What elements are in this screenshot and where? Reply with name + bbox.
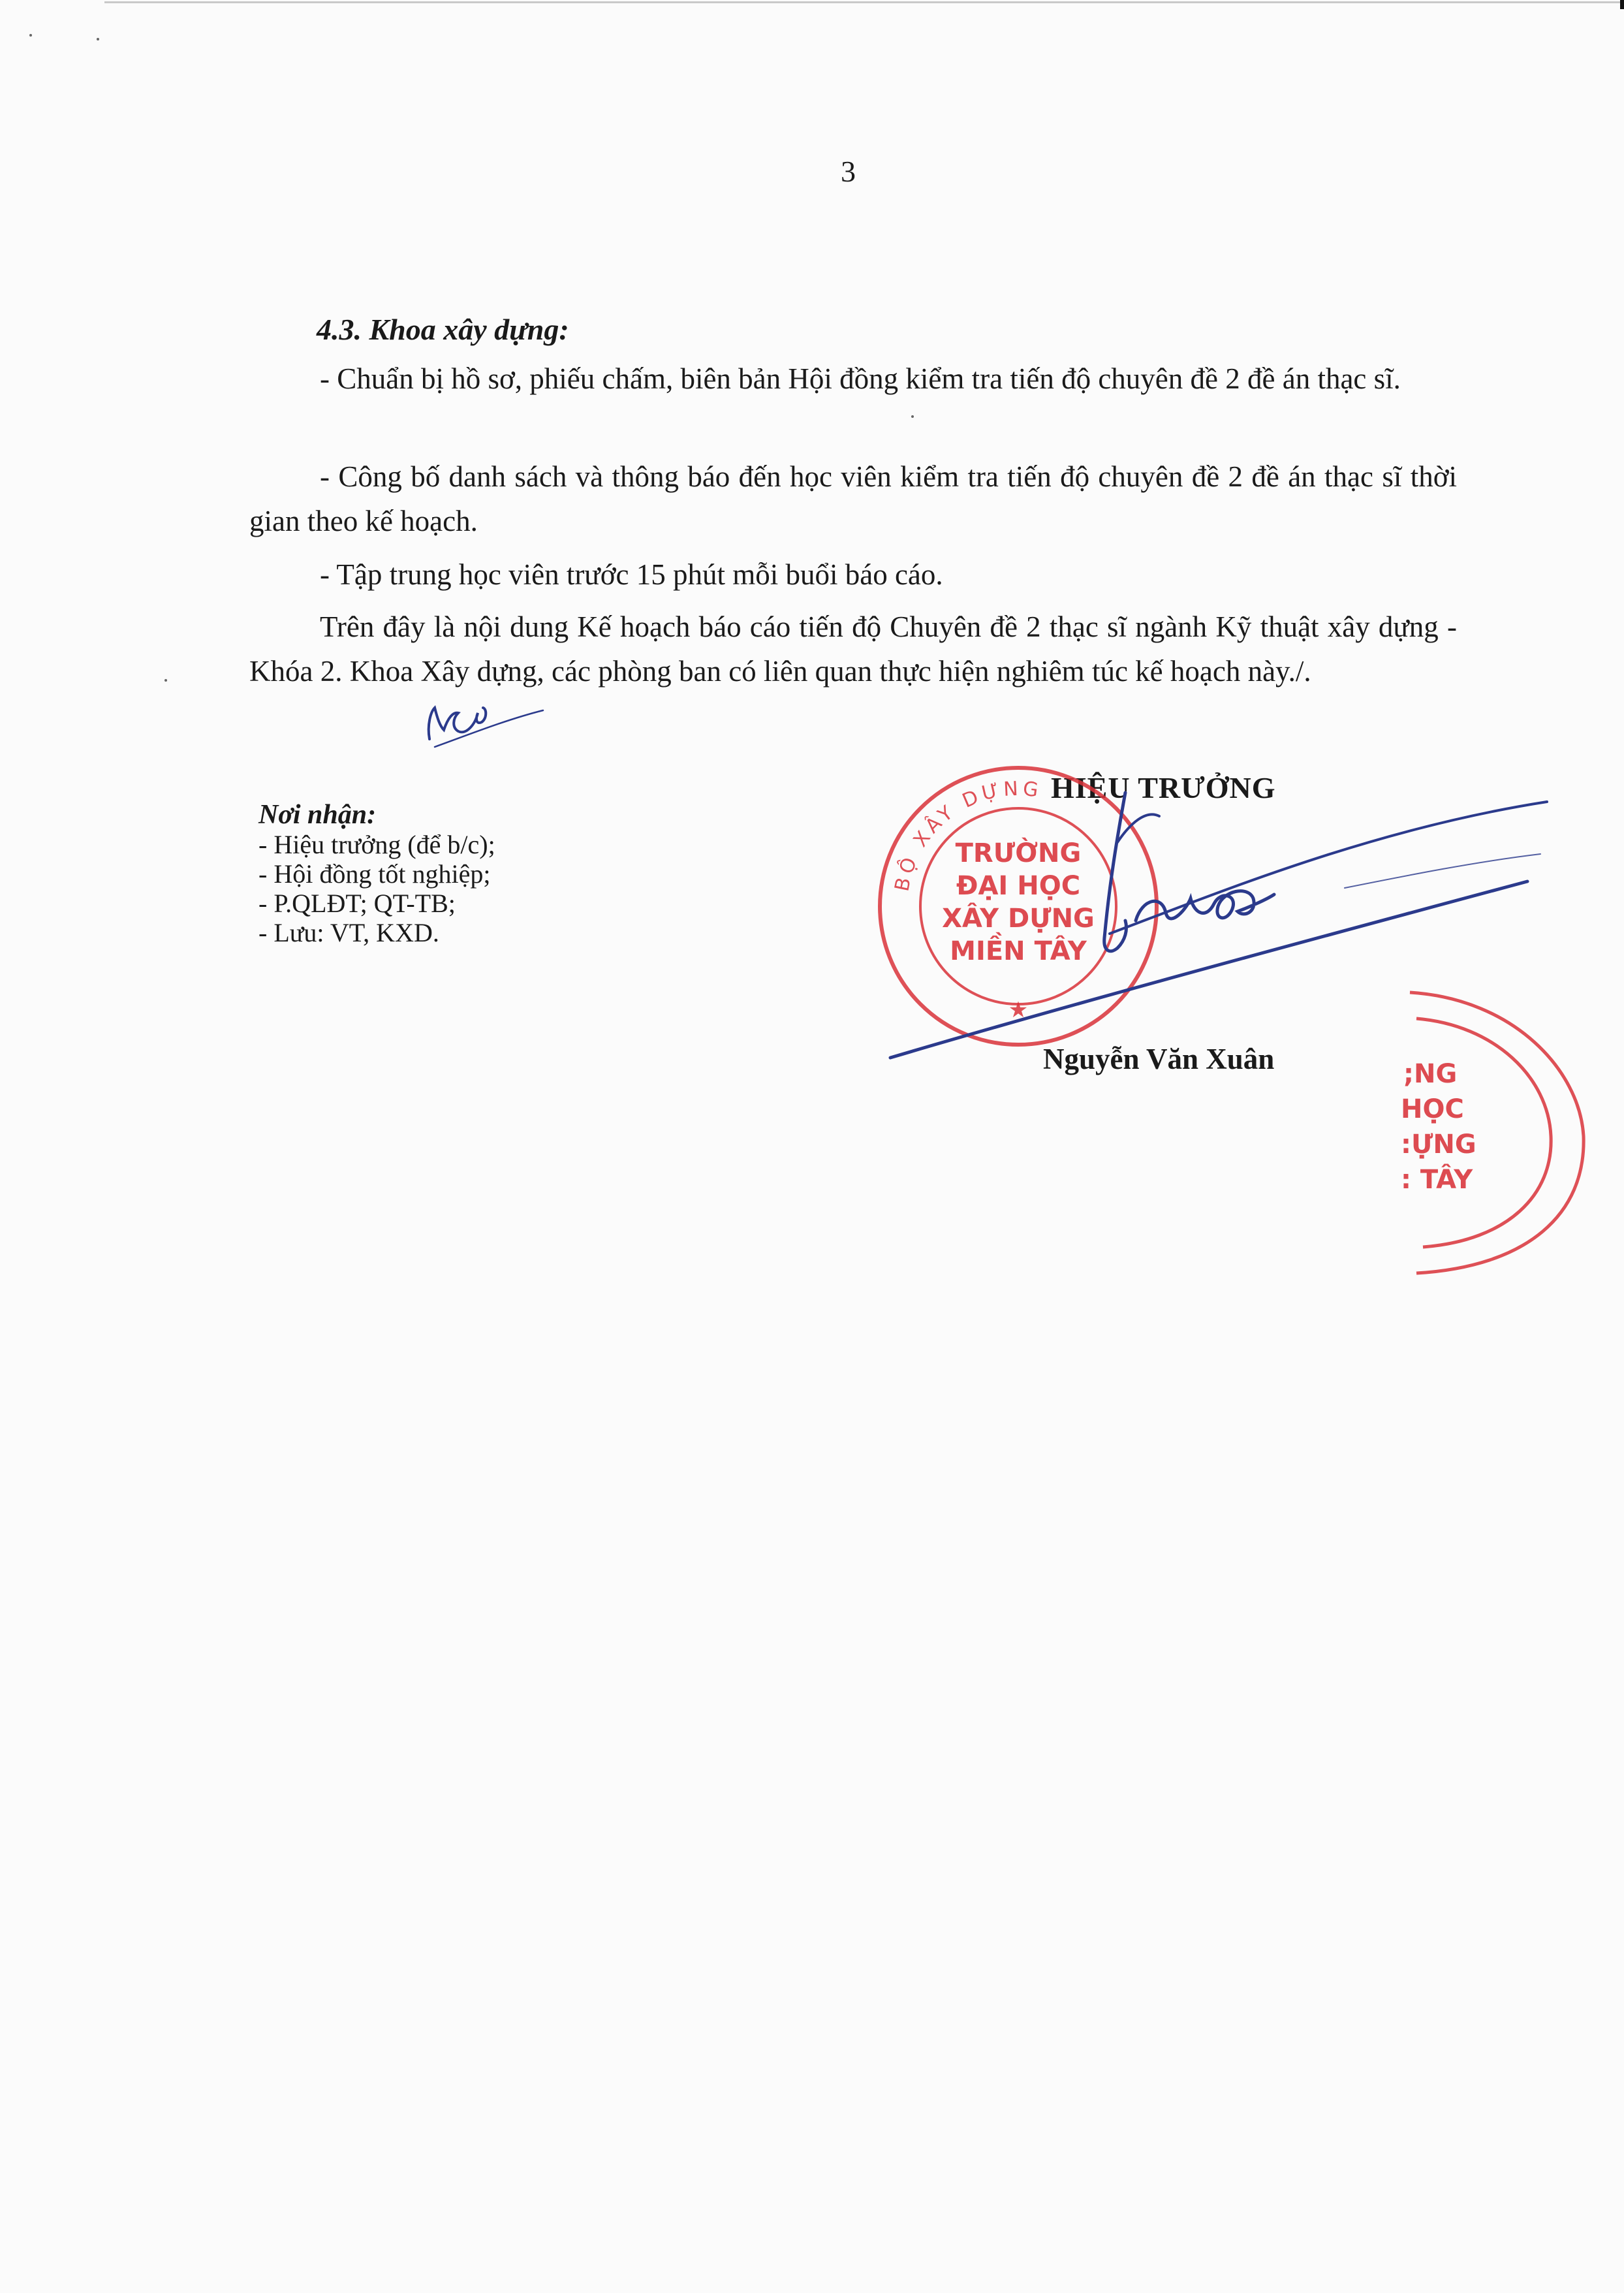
scan-speck xyxy=(97,38,99,40)
paragraph-closing: Trên đây là nội dung Kế hoạch báo cáo tiến độ Chuyên đề 2 thạc sĩ ngành Kỹ thuật xây dựng - Khóa 2. Khoa Xây dựng, các phòng ban có liên quan thực hiện nghiêm túc kế hoạch này./. xyxy=(249,610,1457,688)
scan-speck xyxy=(164,679,167,682)
svg-text:XÂY DỰNG: XÂY DỰNG xyxy=(942,904,1095,934)
svg-text:ĐẠI HỌC: ĐẠI HỌC xyxy=(956,871,1081,901)
recipients-title: Nơi nhận: xyxy=(258,800,377,830)
paragraph-announce: - Công bố danh sách và thông báo đến học viên kiểm tra tiến độ chuyên đề 2 đề án thạc sĩ thời gian theo kế hoạch. xyxy=(249,460,1457,537)
svg-text::ỰNG: :ỰNG xyxy=(1401,1130,1476,1160)
paragraph-gather: - Tập trung học viên trước 15 phút mỗi buổi báo cáo. xyxy=(320,558,943,591)
recipient-item: - P.QLĐT; QT-TB; xyxy=(258,889,456,918)
recipients-block xyxy=(258,800,495,947)
scan-speck xyxy=(29,34,32,37)
svg-text:MIỀN TÂY: MIỀN TÂY xyxy=(950,936,1087,966)
initials-signature xyxy=(415,679,546,751)
svg-text:HỌC: HỌC xyxy=(1401,1094,1464,1124)
page-number: 3 xyxy=(841,155,856,188)
signer-name: Nguyễn Văn Xuân xyxy=(1043,1043,1275,1075)
partial-seal-stamp xyxy=(1364,979,1599,1286)
svg-text:BỘ XÂY DỰNG: BỘ XÂY DỰNG xyxy=(890,777,1044,894)
recipient-item: - Lưu: VT, KXD. xyxy=(258,918,439,947)
scan-speck xyxy=(911,415,914,418)
section-heading: 4.3. Khoa xây dựng: xyxy=(317,313,569,346)
svg-text:TRƯỜNG: TRƯỜNG xyxy=(955,838,1082,868)
recipient-item: - Hội đồng tốt nghiệp; xyxy=(258,859,491,889)
scan-corner-mark xyxy=(1620,0,1624,9)
paragraph-prepare: - Chuẩn bị hồ sơ, phiếu chấm, biên bản Hội đồng kiểm tra tiến độ chuyên đề 2 đề án thạc sĩ. xyxy=(320,362,1401,395)
signer-title: HIỆU TRƯỞNG xyxy=(1051,771,1276,804)
svg-text:;NG: ;NG xyxy=(1403,1059,1458,1089)
svg-text:★: ★ xyxy=(1008,997,1029,1023)
recipient-item: - Hiệu trưởng (để b/c); xyxy=(258,830,495,859)
scan-edge xyxy=(104,1,1624,3)
svg-text:: TÂY: : TÂY xyxy=(1401,1165,1473,1195)
